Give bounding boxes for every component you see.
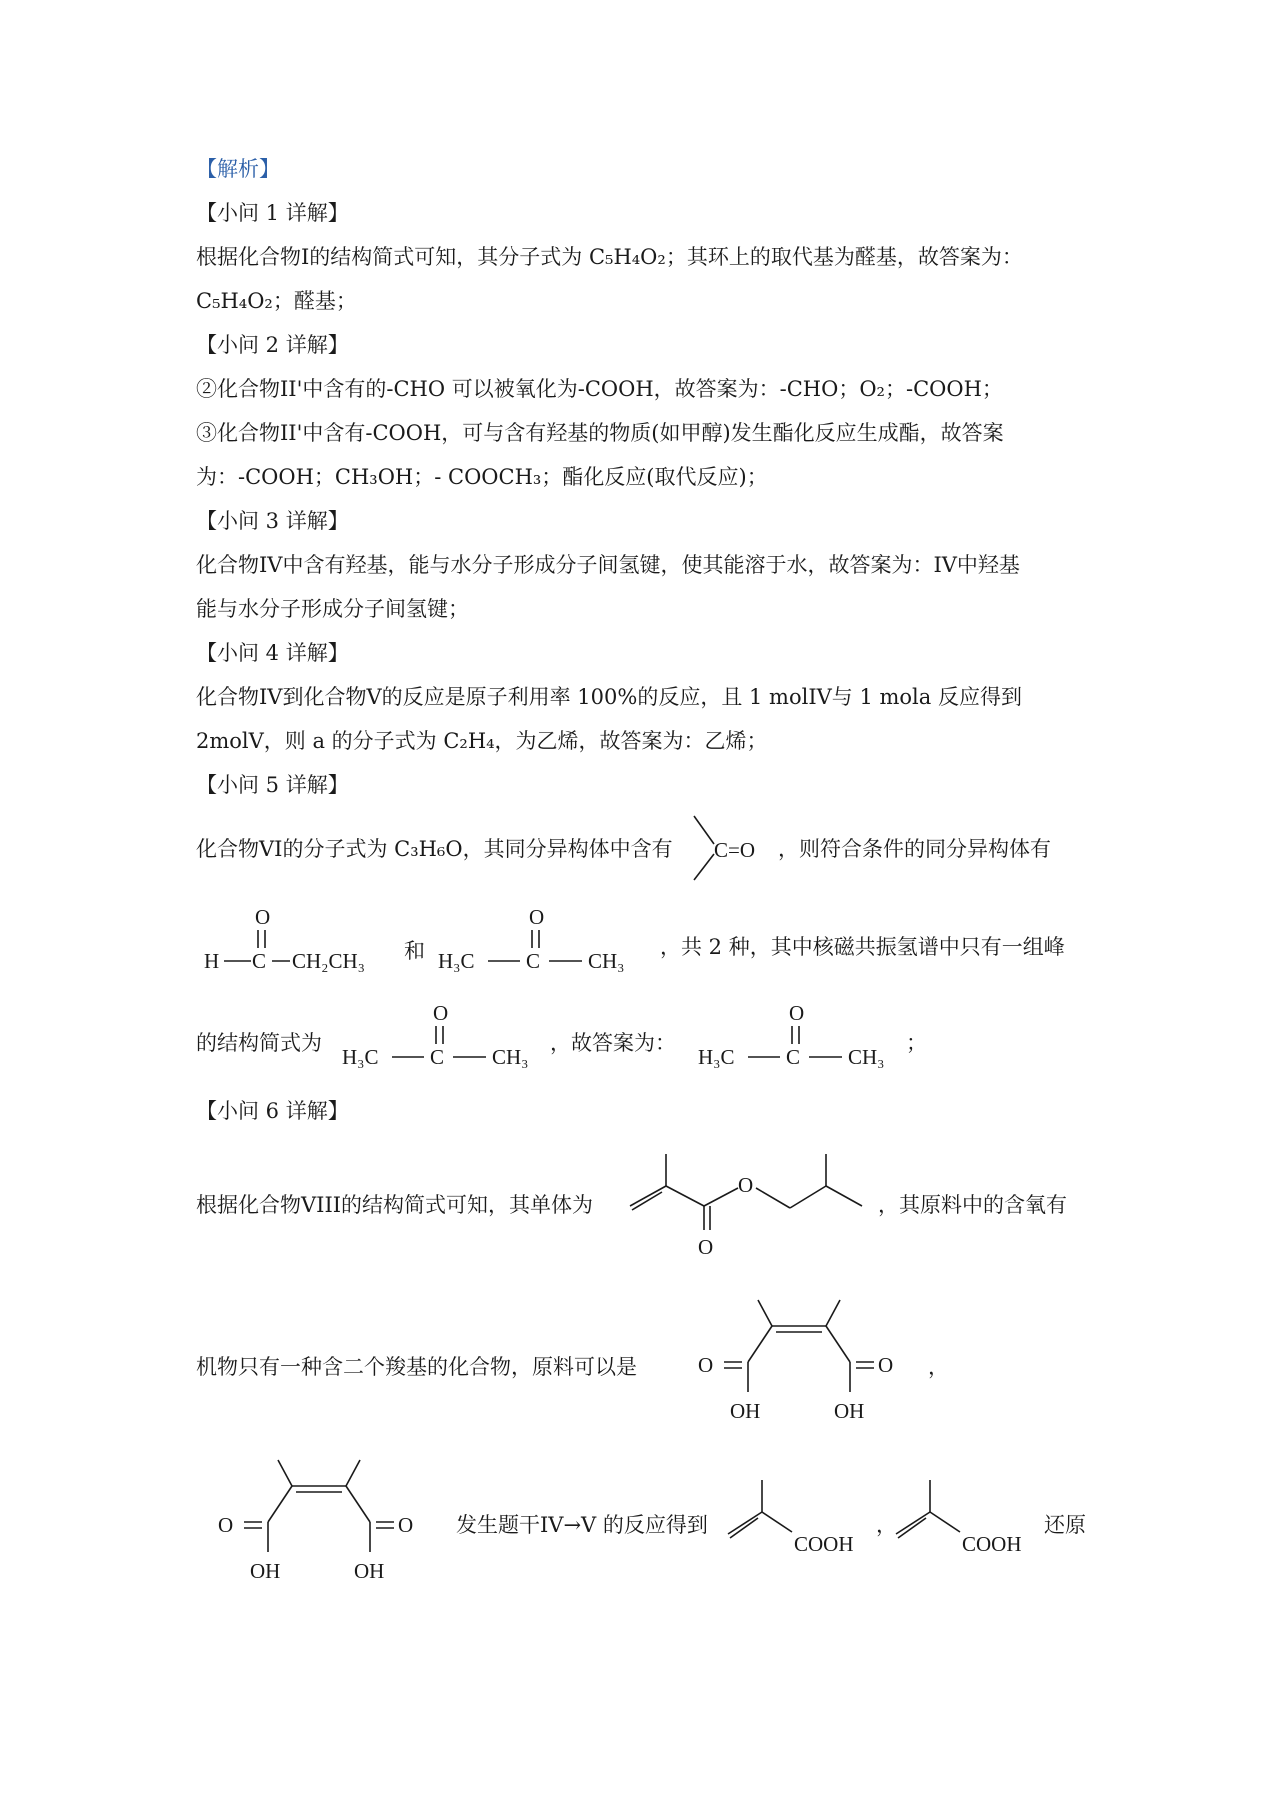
acetone-2-left: H₃C bbox=[342, 1045, 379, 1069]
q5-heading: 【小问 5 详解】 bbox=[196, 773, 349, 797]
q1-line-2: C₅H₄O₂；醛基； bbox=[196, 289, 357, 313]
q6-line-2b: ， bbox=[928, 1355, 949, 1379]
propanal-carbon: C bbox=[252, 949, 267, 973]
acetone-structure-1 bbox=[434, 900, 654, 980]
q3-line-1: 化合物IV中含有羟基，能与水分子形成分子间氢键，使其能溶于水，故答案为：IV中羟基 bbox=[196, 553, 1020, 577]
q2-heading: 【小问 2 详解】 bbox=[196, 333, 349, 357]
q2-line-2: ③化合物II'中含有-COOH，可与含有羟基的物质(如甲醇)发生酯化反应生成酯，故答案 bbox=[196, 421, 1004, 445]
q3-line-2: 能与水分子形成分子间氢键； bbox=[196, 597, 469, 621]
acetone-2-right: CH₃ bbox=[492, 1045, 529, 1069]
carbonyl-label: C=O bbox=[714, 838, 756, 862]
propanal-oxygen: O bbox=[255, 905, 271, 929]
section-title: 【解析】 bbox=[196, 157, 280, 181]
acetone-3-left: H₃C bbox=[698, 1045, 735, 1069]
acetone-3-oxygen: O bbox=[789, 1001, 805, 1025]
q5-and: 和 bbox=[404, 939, 425, 963]
q5-line-3b: ，故答案为： bbox=[550, 1031, 676, 1055]
propanal-ethyl: CH₂CH₃ bbox=[292, 949, 365, 973]
acetone-3-carbon: C bbox=[786, 1045, 801, 1069]
acid-1-right-oh: OH bbox=[834, 1399, 865, 1423]
q6-line-1a: 根据化合物VIII的结构简式可知，其单体为 bbox=[196, 1193, 594, 1217]
monomer-ester-o: O bbox=[738, 1173, 754, 1197]
q5-line-1a: 化合物VI的分子式为 C₃H₆O，其同分异构体中含有 bbox=[196, 837, 673, 861]
acid-2-right-o: O bbox=[398, 1513, 414, 1537]
q6-line-2a: 机物只有一种含二个羧基的化合物，原料可以是 bbox=[196, 1355, 637, 1379]
q4-heading: 【小问 4 详解】 bbox=[196, 641, 349, 665]
acid-2-left-oh: OH bbox=[250, 1559, 281, 1583]
acetone-1-right: CH₃ bbox=[588, 949, 625, 973]
dicarboxylic-acid-structure-2 bbox=[210, 1456, 440, 1596]
acid-2-right-oh: OH bbox=[354, 1559, 385, 1583]
propanal-h: H bbox=[204, 949, 220, 973]
methacrylic-2-cooh: COOH bbox=[962, 1532, 1022, 1556]
q5-line-3c: ； bbox=[906, 1031, 927, 1055]
q2-line-3: 为：-COOH；CH₃OH；- COOCH₃；酯化反应(取代反应)； bbox=[196, 465, 768, 489]
q2-line-1: ②化合物II'中含有的-CHO 可以被氧化为-COOH，故答案为：-CHO；O₂；-COOH； bbox=[196, 377, 1003, 401]
acetone-structure-3 bbox=[694, 996, 904, 1076]
q1-line-1: 根据化合物I的结构简式可知，其分子式为 C₅H₄O₂；其环上的取代基为醛基，故答案为： bbox=[196, 245, 1023, 269]
q6-line-3b: ， bbox=[876, 1513, 897, 1537]
monomer-carbonyl-o: O bbox=[698, 1235, 714, 1259]
q5-line-1b: ，则符合条件的同分异构体有 bbox=[778, 837, 1051, 861]
acid-1-left-o: O bbox=[698, 1353, 714, 1377]
q6-heading: 【小问 6 详解】 bbox=[196, 1099, 349, 1123]
acetone-1-oxygen: O bbox=[529, 905, 545, 929]
acetone-structure-2 bbox=[338, 996, 548, 1076]
acetone-1-left: H₃C bbox=[438, 949, 475, 973]
q1-heading: 【小问 1 详解】 bbox=[196, 201, 349, 225]
methacrylic-1-cooh: COOH bbox=[794, 1532, 854, 1556]
q3-heading: 【小问 3 详解】 bbox=[196, 509, 349, 533]
monomer-structure bbox=[620, 1146, 880, 1276]
methacrylic-acid-structure-1 bbox=[722, 1476, 882, 1566]
carbonyl-group-structure bbox=[690, 810, 770, 886]
methacrylic-acid-structure-2 bbox=[890, 1476, 1050, 1566]
q4-line-1: 化合物IV到化合物V的反应是原子利用率 100%的反应，且 1 molIV与 1 mola 反应得到 bbox=[196, 685, 1022, 709]
dicarboxylic-acid-structure-1 bbox=[690, 1296, 920, 1436]
acid-2-left-o: O bbox=[218, 1513, 234, 1537]
q4-line-2: 2molV，则 a 的分子式为 C₂H₄，为乙烯，故答案为：乙烯； bbox=[196, 729, 768, 753]
q6-line-1b: ，其原料中的含氧有 bbox=[878, 1193, 1067, 1217]
acetone-1-carbon: C bbox=[526, 949, 541, 973]
acetone-3-right: CH₃ bbox=[848, 1045, 885, 1069]
q5-line-3a: 的结构简式为 bbox=[196, 1031, 322, 1055]
acetone-2-carbon: C bbox=[430, 1045, 445, 1069]
propanal-structure bbox=[200, 900, 400, 980]
acid-1-right-o: O bbox=[878, 1353, 894, 1377]
acetone-2-oxygen: O bbox=[433, 1001, 449, 1025]
q5-line-2: ，共 2 种，其中核磁共振氢谱中只有一组峰 bbox=[660, 935, 1065, 959]
q6-line-3a: 发生题干IV→V 的反应得到 bbox=[456, 1513, 708, 1537]
acid-1-left-oh: OH bbox=[730, 1399, 761, 1423]
q6-line-3c: 还原 bbox=[1044, 1513, 1086, 1537]
